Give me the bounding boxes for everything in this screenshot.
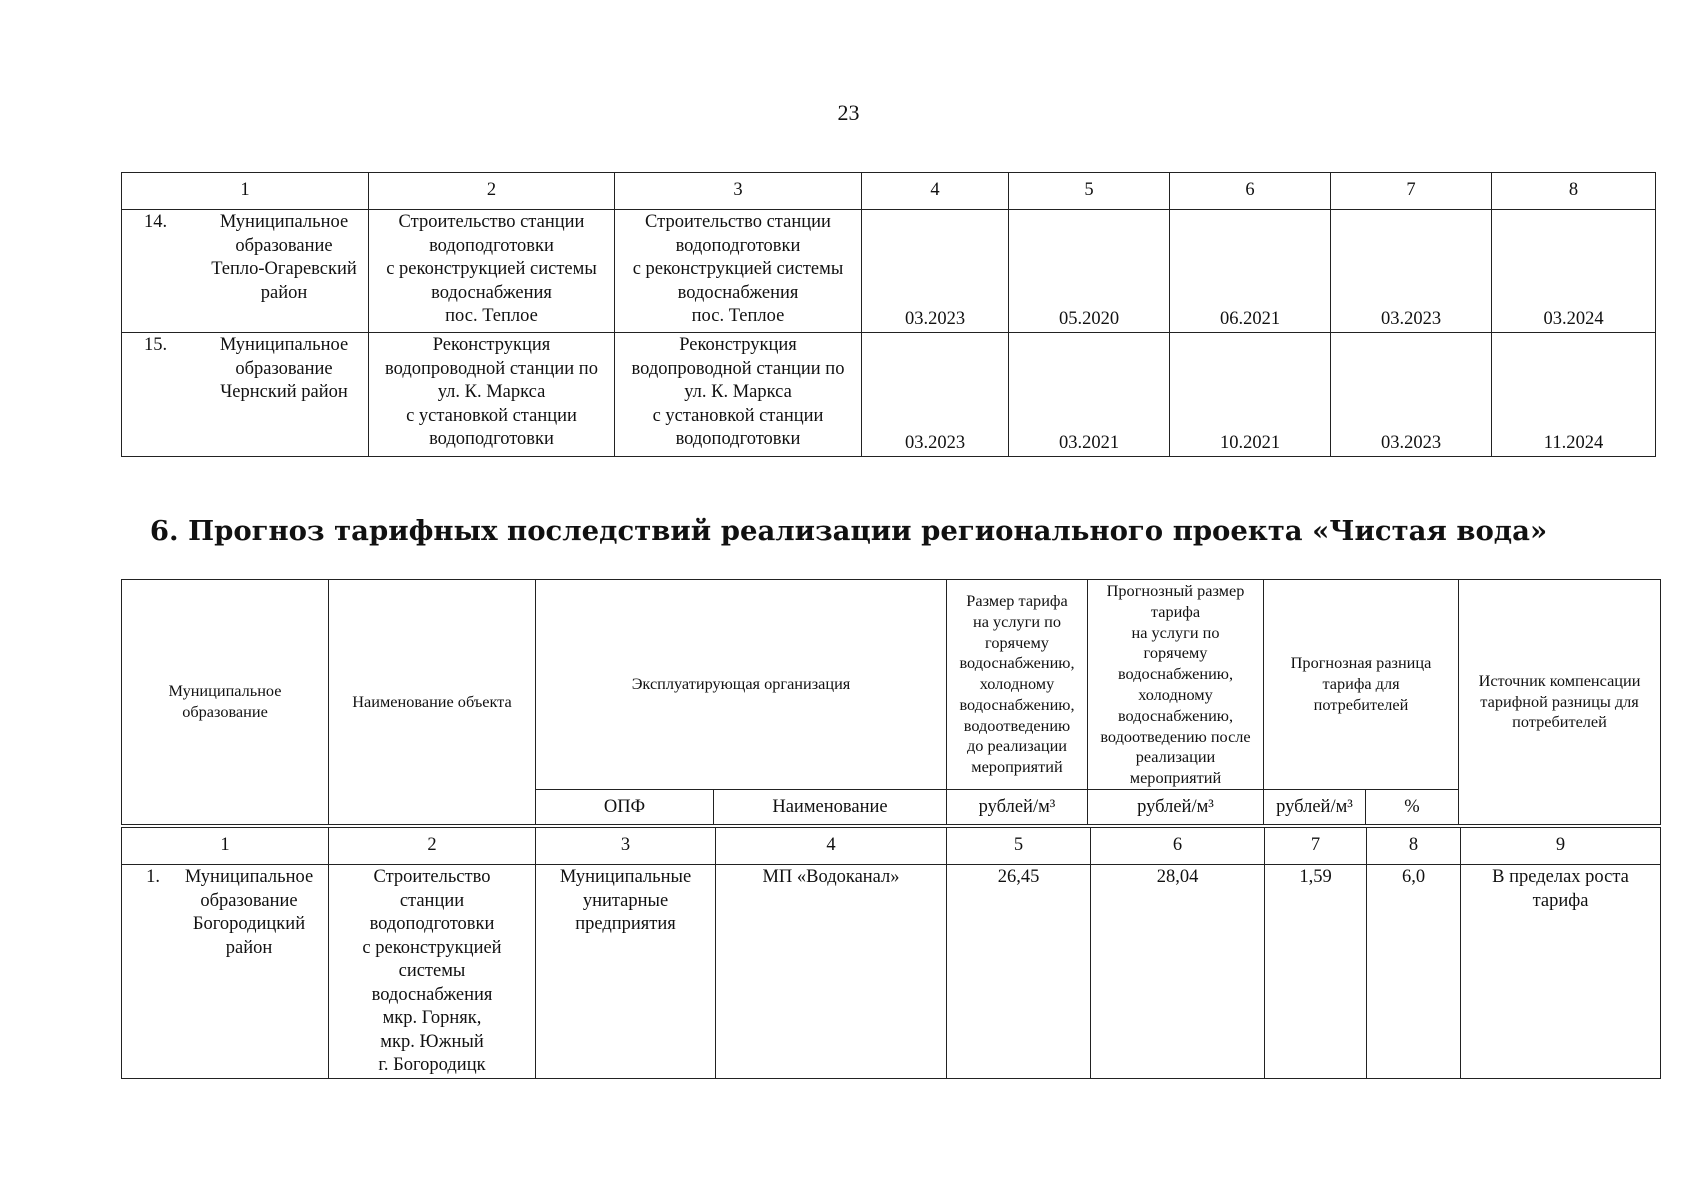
tariff-diff-rub-cell: 1,59 (1265, 865, 1367, 1079)
header-opf: ОПФ (536, 790, 714, 825)
date-cell: 03.2024 (1492, 210, 1656, 333)
header-tariff-difference: Прогнозная разница тарифа для потребителей (1264, 580, 1459, 790)
object-cell: Строительство станции водоподготовки с реконструкцией системы водоснабжения пос. Теплое (369, 210, 615, 333)
date-cell: 05.2020 (1009, 210, 1170, 333)
header-object-name: Наименование объекта (329, 580, 536, 825)
column-number: 1 (122, 828, 329, 865)
date-cell: 03.2023 (862, 333, 1009, 457)
municipality-cell (122, 865, 329, 1079)
table-row (122, 333, 1656, 457)
tariff-table-body (121, 827, 1661, 1079)
column-number: 3 (615, 173, 862, 210)
column-number: 2 (369, 173, 615, 210)
row-number: 14. (144, 212, 168, 232)
date-cell: 06.2021 (1170, 210, 1331, 333)
table-header-row (122, 173, 1656, 210)
column-number: 8 (1492, 173, 1656, 210)
column-number: 6 (1170, 173, 1331, 210)
tariff-before-cell: 26,45 (947, 865, 1091, 1079)
column-number: 5 (1009, 173, 1170, 210)
date-cell: 10.2021 (1170, 333, 1331, 457)
header-tariff-after: Прогнозный размер тарифа на услуги по горячему водоснабжению, холодному водоснабжению, водоотведению после реализации мероприятий (1088, 580, 1264, 790)
page-number: 23 (837, 100, 860, 125)
object-cell: Реконструкция водопроводной станции по ул. К. Маркса с установкой станции водоподготовки (615, 333, 862, 457)
column-number: 6 (1091, 828, 1265, 865)
column-numbers-row (122, 828, 1661, 865)
header-row (122, 580, 1661, 790)
municipality-name: Муниципальное образование Тепло-Огаревский район (211, 212, 357, 303)
date-cell: 03.2023 (862, 210, 1009, 333)
column-number: 7 (1265, 828, 1367, 865)
date-cell: 11.2024 (1492, 333, 1656, 457)
row-number: 15. (144, 335, 168, 355)
municipality-cell (122, 210, 369, 333)
object-cell: Реконструкция водопроводной станции по ул. К. Маркса с установкой станции водоподготовки (369, 333, 615, 457)
column-number: 4 (716, 828, 947, 865)
header-municipality: Муниципальное образование (122, 580, 329, 825)
unit-label: рублей/м³ (1088, 790, 1264, 825)
municipality-name: Муниципальное образование Богородицкий район (184, 867, 314, 958)
header-tariff-before: Размер тарифа на услуги по горячему водоснабжению, холодному водоснабжению, водоотведению до реализации мероприятий (947, 580, 1088, 790)
date-cell: 03.2023 (1331, 210, 1492, 333)
header-org-name: Наименование (714, 790, 947, 825)
tariff-table-header (121, 579, 1661, 825)
percent-label: % (1366, 790, 1459, 825)
column-number: 8 (1367, 828, 1461, 865)
column-number: 5 (947, 828, 1091, 865)
column-number: 3 (536, 828, 716, 865)
column-number: 4 (862, 173, 1009, 210)
column-number: 2 (329, 828, 536, 865)
unit-label: рублей/м³ (1264, 790, 1366, 825)
table-row (122, 865, 1661, 1079)
header-operator: Эксплуатирующая организация (536, 580, 947, 790)
column-number: 1 (122, 173, 369, 210)
unit-label: рублей/м³ (947, 790, 1088, 825)
section-title: 6. Прогноз тарифных последствий реализации регионального проекта «Чистая вода» (149, 515, 1548, 547)
municipality-name: Муниципальное образование Чернский район (219, 335, 349, 402)
column-number: 7 (1331, 173, 1492, 210)
opf-cell: Муниципальные унитарные предприятия (536, 865, 716, 1079)
municipality-cell (122, 333, 369, 457)
tariff-diff-pct-cell: 6,0 (1367, 865, 1461, 1079)
org-name-cell: МП «Водоканал» (716, 865, 947, 1079)
date-cell: 03.2021 (1009, 333, 1170, 457)
object-cell: Строительство станции водоподготовки с реконструкцией системы водоснабжения пос. Теплое (615, 210, 862, 333)
row-number: 1. (146, 867, 160, 887)
object-cell: Строительство станции водоподготовки с реконструкцией системы водоснабжения мкр. Горняк, мкр. Южный г. Богородицк (329, 865, 536, 1079)
compensation-cell: В пределах роста тарифа (1461, 865, 1661, 1079)
projects-schedule-table (121, 172, 1656, 457)
tariff-after-cell: 28,04 (1091, 865, 1265, 1079)
table-row (122, 210, 1656, 333)
column-number: 9 (1461, 828, 1661, 865)
header-compensation-source: Источник компенсации тарифной разницы для потребителей (1459, 580, 1661, 825)
date-cell: 03.2023 (1331, 333, 1492, 457)
